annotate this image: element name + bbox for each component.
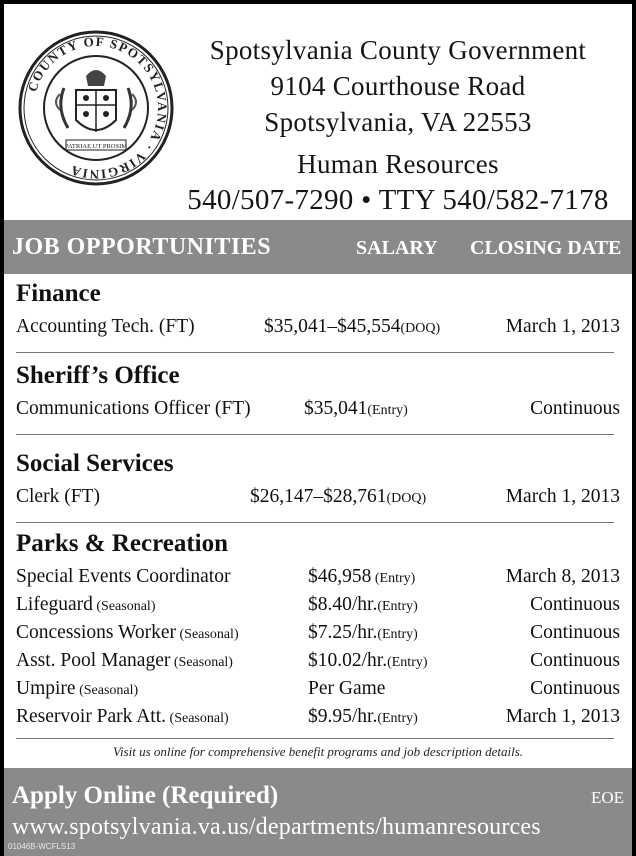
job-title: Concessions Worker (Seasonal) (16, 622, 239, 643)
seal-motto: PATRIAE UT PROSIM (64, 143, 128, 150)
job-closing-date: March 1, 2013 (505, 486, 620, 507)
organization-block (164, 32, 632, 218)
department-title: Sheriff’s Office (16, 362, 180, 389)
job-title: Umpire (Seasonal) (16, 678, 139, 699)
divider (16, 522, 614, 523)
department-title: Parks & Recreation (16, 530, 228, 557)
divider (16, 738, 614, 739)
department-title: Social Services (16, 450, 174, 477)
job-closing-date: March 8, 2013 (505, 566, 620, 587)
job-salary: $35,041(Entry) (304, 398, 408, 419)
org-name: Spotsylvania County Government (209, 35, 587, 65)
org-department: Human Resources (297, 149, 499, 179)
header (4, 4, 632, 218)
org-city: Spotsylvania, VA 22553 (264, 107, 532, 137)
job-row (4, 650, 632, 678)
job-row (4, 594, 632, 622)
job-salary: $8.40/hr.(Entry) (308, 594, 418, 615)
job-opportunities-heading: JOB OPPORTUNITIES (12, 234, 272, 260)
job-row (4, 566, 632, 594)
job-row (4, 678, 632, 706)
job-closing-date: Continuous (530, 398, 620, 419)
job-title: Communications Officer (FT) (16, 398, 251, 419)
website-link[interactable]: www.spotsylvania.va.us/departments/humanresources (12, 814, 541, 840)
job-row (4, 706, 632, 734)
job-row (4, 316, 632, 344)
divider (16, 434, 614, 435)
job-closing-date: Continuous (530, 678, 620, 699)
job-salary: $9.95/hr.(Entry) (308, 706, 418, 727)
divider (16, 352, 614, 353)
apply-online-heading: Apply Online (Required) (12, 782, 279, 809)
seal-ring-text: COUNTY OF SPOTSYLVANIA · VIRGINIA (24, 33, 171, 183)
job-title: Clerk (FT) (16, 486, 100, 507)
visit-note: Visit us online for comprehensive benefit programs and job description details. (112, 744, 524, 759)
closing-date-heading: CLOSING DATE (470, 237, 622, 259)
job-salary: $26,147–$28,761(DOQ) (250, 486, 427, 507)
job-title: Reservoir Park Att. (Seasonal) (16, 706, 229, 727)
job-closing-date: March 1, 2013 (505, 316, 620, 337)
job-closing-date: March 1, 2013 (505, 706, 620, 727)
eoe-label: EOE (590, 788, 624, 807)
job-row (4, 398, 632, 426)
column-header-bar (4, 220, 632, 274)
county-seal-icon (16, 28, 176, 188)
department-title: Finance (16, 280, 101, 307)
job-title: Lifeguard (Seasonal) (16, 594, 156, 615)
job-salary: $46,958 (Entry) (308, 566, 416, 587)
job-title: Asst. Pool Manager (Seasonal) (16, 650, 233, 671)
salary-heading: SALARY (356, 237, 438, 259)
ad-code: 01046B-WCFLS13 (8, 842, 76, 851)
footer (4, 768, 632, 856)
job-closing-date: Continuous (530, 594, 620, 615)
job-title: Special Events Coordinator (16, 566, 231, 587)
org-phone: 540/507-7290 • TTY 540/582-7178 (187, 184, 609, 216)
job-title: Accounting Tech. (FT) (16, 316, 195, 337)
job-row (4, 622, 632, 650)
job-salary: Per Game (308, 678, 386, 699)
job-salary: $10.02/hr.(Entry) (308, 650, 428, 671)
job-row (4, 486, 632, 514)
job-salary: $7.25/hr.(Entry) (308, 622, 418, 643)
job-salary: $35,041–$45,554(DOQ) (264, 316, 441, 337)
job-closing-date: Continuous (530, 650, 620, 671)
job-closing-date: Continuous (530, 622, 620, 643)
org-street: 9104 Courthouse Road (270, 71, 526, 101)
